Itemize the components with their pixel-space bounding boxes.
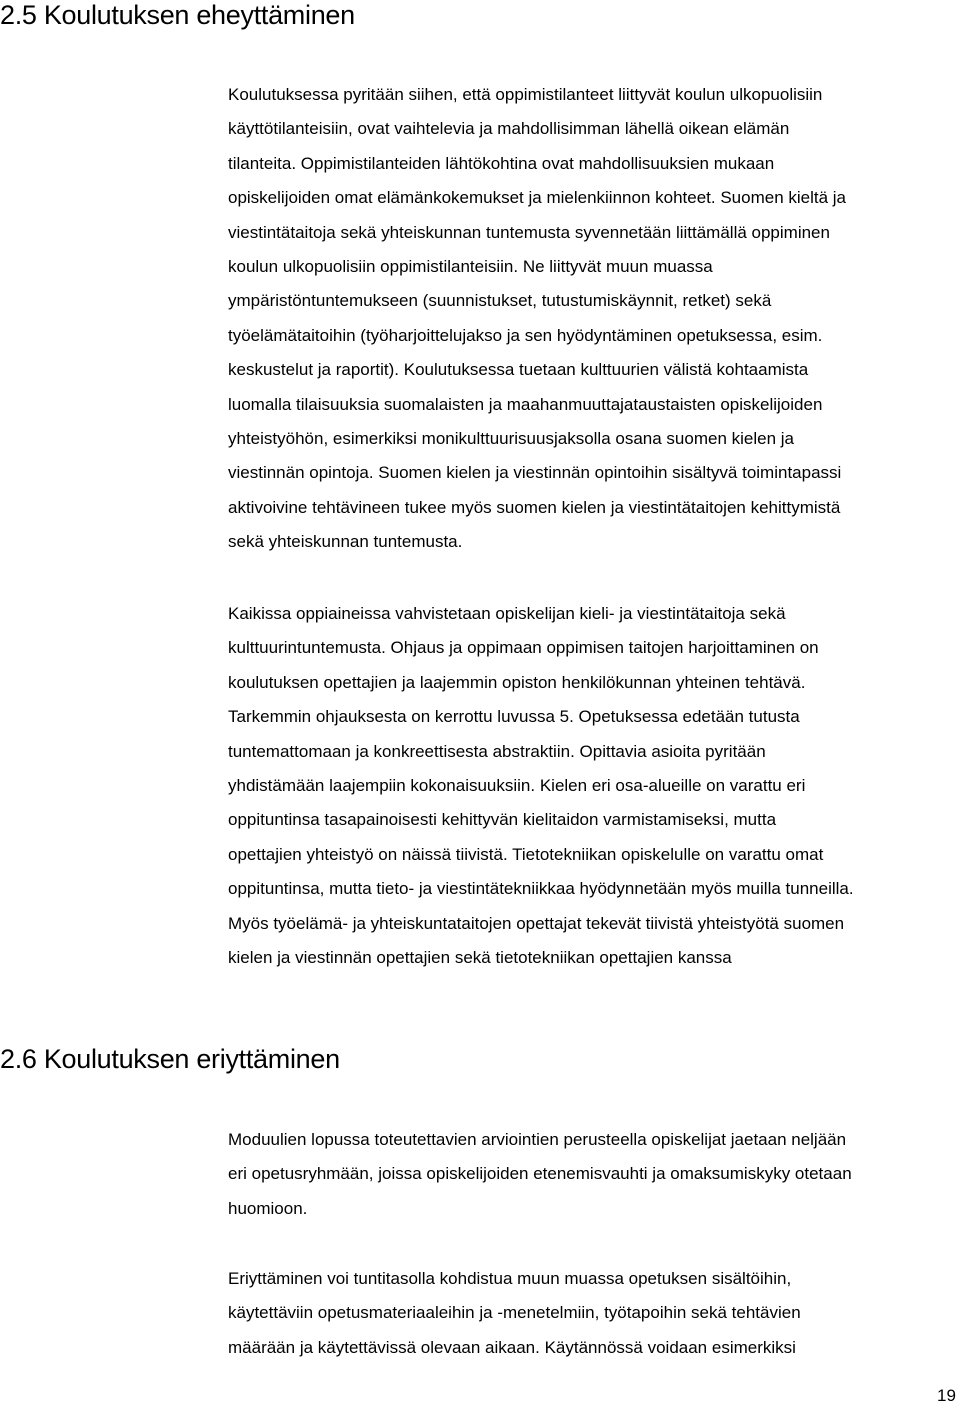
text-line: viestintätaitoja sekä yhteiskunnan tuntemusta syvennetään liittämällä oppiminen bbox=[228, 222, 830, 242]
text-line: Eriyttäminen voi tuntitasolla kohdistua muun muassa opetuksen sisältöihin, bbox=[228, 1269, 792, 1288]
text-line: huomioon. bbox=[228, 1198, 308, 1218]
text-line: viestinnän opintoja. Suomen kielen ja viestinnän opintoihin sisältyvä toimintapassi bbox=[228, 463, 842, 483]
text-line: koulutuksen opettajien ja laajemmin opiston henkilökunnan yhteinen tehtävä. bbox=[228, 672, 806, 692]
text-line: Moduulien lopussa toteutettavien arviointien perusteella opiskelijat jaetaan neljään bbox=[228, 1130, 847, 1149]
text-line: Myös työelämä- ja yhteiskuntataitojen opettajat tekevät tiivistä yhteistyötä suomen bbox=[228, 913, 845, 933]
paragraph-differentiation-groups bbox=[228, 1123, 960, 1226]
text-line: määrään ja käytettävissä olevaan aikaan. Käytännössä voidaan esimerkiksi bbox=[228, 1337, 796, 1357]
text-line: tilanteita. Oppimistilanteiden lähtökohtina ovat mahdollisuuksien mukaan bbox=[228, 153, 775, 173]
text-line: aktivoivine tehtävineen tukee myös suomen kielen ja viestintätaitojen kehittymistä bbox=[228, 497, 841, 517]
text-line: opettajien yhteistyö on näissä tiivistä. Tietotekniikan opiskelulle on varattu omat bbox=[228, 844, 824, 864]
paragraph-integration-subjects bbox=[228, 597, 960, 975]
page-number: 19 bbox=[937, 1386, 956, 1405]
text-line: kulttuurintuntemusta. Ohjaus ja oppimaan oppimisen taitojen harjoittaminen on bbox=[228, 638, 819, 658]
section-heading-2-5: 2.5 Koulutuksen eheyttäminen bbox=[0, 0, 355, 30]
text-line: oppituntinsa, mutta tieto- ja viestintätekniikkaa hyödynnetään myös muilla tunneilla. bbox=[228, 879, 854, 899]
paragraph-differentiation-methods bbox=[228, 1262, 960, 1365]
text-line: yhdistämään laajempiin kokonaisuuksiin. Kielen eri osa-alueille on varattu eri bbox=[228, 776, 806, 796]
section-heading-2-6: 2.6 Koulutuksen eriyttäminen bbox=[0, 1044, 340, 1074]
text-line: työelämätaitoihin (työharjoittelujakso ja sen hyödyntäminen opetuksessa, esim. bbox=[228, 325, 823, 345]
text-line: oppituntinsa tasapainoisesti kehittyvän kielitaidon varmistamiseksi, mutta bbox=[228, 810, 777, 830]
paragraph-integration-intro bbox=[228, 78, 960, 560]
text-line: opiskelijoiden omat elämänkokemukset ja mielenkiinnon kohteet. Suomen kieltä ja bbox=[228, 188, 847, 208]
text-line: käyttötilanteisiin, ovat vaihtelevia ja mahdollisimman lähellä oikean elämän bbox=[228, 119, 790, 139]
text-line: ympäristöntuntemukseen (suunnistukset, tutustumiskäynnit, retket) sekä bbox=[228, 291, 772, 311]
text-line: keskustelut ja raportit). Koulutuksessa tuetaan kulttuurien välistä kohtaamista bbox=[228, 360, 809, 380]
text-line: kielen ja viestinnän opettajien sekä tietotekniikan opettajien kanssa bbox=[228, 948, 732, 968]
text-line: Tarkemmin ohjauksesta on kerrottu luvussa 5. Opetuksessa edetään tutusta bbox=[228, 707, 800, 727]
text-line: sekä yhteiskunnan tuntemusta. bbox=[228, 532, 463, 552]
text-line: Koulutuksessa pyritään siihen, että oppimistilanteet liittyvät koulun ulkopuolisiin bbox=[228, 85, 823, 104]
text-line: luomalla tilaisuuksia suomalaisten ja maahanmuuttajataustaisten opiskelijoiden bbox=[228, 394, 823, 414]
text-line: tuntemattomaan ja konkreettisesta abstraktiin. Opittavia asioita pyritään bbox=[228, 741, 766, 761]
text-line: yhteistyöhön, esimerkiksi monikulttuurisuusjaksolla osana suomen kielen ja bbox=[228, 429, 794, 449]
text-line: koulun ulkopuolisiin oppimistilanteisiin. Ne liittyvät muun muassa bbox=[228, 257, 713, 277]
text-line: käytettäviin opetusmateriaaleihin ja -menetelmiin, työtapoihin sekä tehtävien bbox=[228, 1303, 801, 1323]
text-line: Kaikissa oppiaineissa vahvistetaan opiskelijan kieli- ja viestintätaitoja sekä bbox=[228, 604, 786, 623]
text-line: eri opetusryhmään, joissa opiskelijoiden etenemisvauhti ja omaksumiskyky otetaan bbox=[228, 1164, 852, 1184]
